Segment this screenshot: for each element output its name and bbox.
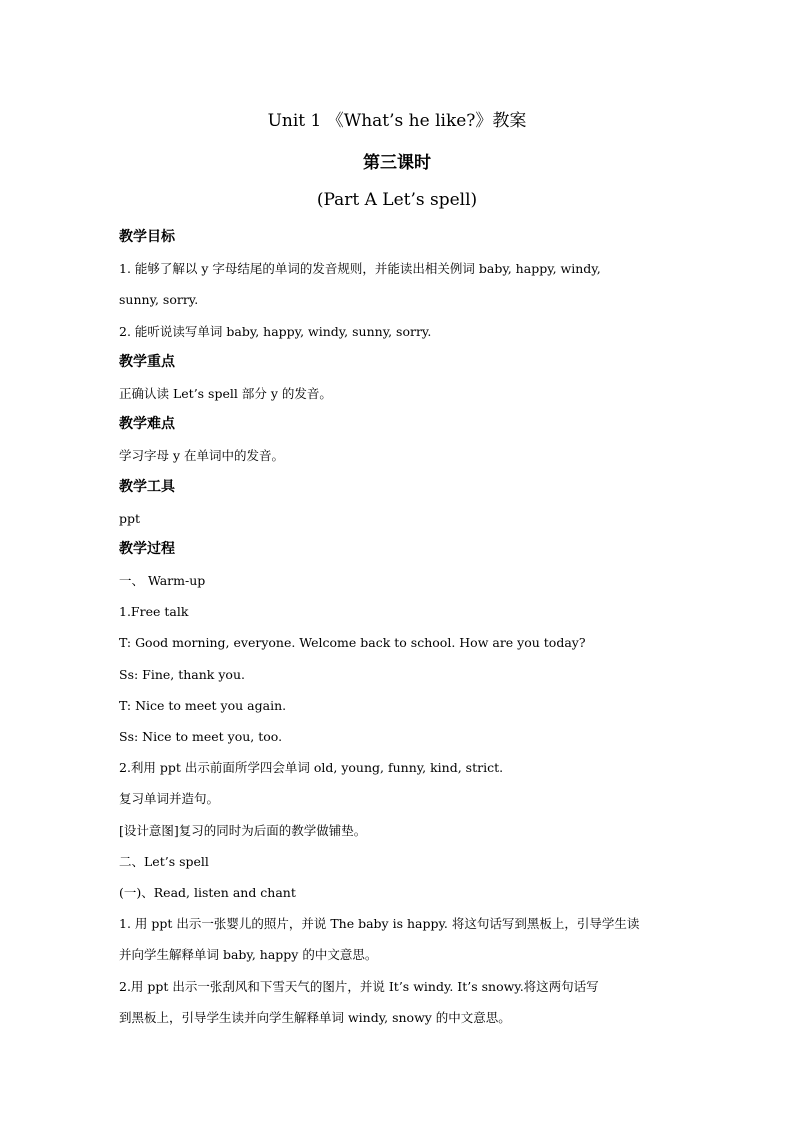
dialogue-line: T: Good morning, everyone. Welcome back to school. How are you today? [119,635,586,651]
part-subtitle: (Part A Let’s spell) [316,190,478,210]
process-review-sentences: 复习单词并造句。 [119,791,220,807]
document-title: Unit 1 《What’s he like?》教案 [267,111,527,131]
difficulties-text: 学习字母 y 在单词中的发音。 [119,448,285,464]
dialogue-line: Ss: Nice to meet you, too. [119,729,283,744]
process-step-1-cont: 并向学生解释单词 baby, happy 的中文意思。 [119,947,378,963]
design-intent: [设计意图]复习的同时为后面的教学做铺垫。 [119,822,367,838]
lesson-subtitle: 第三课时 [363,153,431,173]
objective-line-1: 1. 能够了解以 y 字母结尾的单词的发音规则，并能读出相关例词 baby, happy, windy, [119,261,601,277]
process-step-2-cont: 到黑板上，引导学生读并向学生解释单词 windy, snowy 的中文意思。 [119,1009,511,1025]
key-points-text: 正确认读 Let’s spell 部分 y 的发音。 [119,385,332,401]
section-heading-tools: 教学工具 [119,478,175,495]
tools-text: ppt [119,510,141,526]
process-review-words: 2.利用 ppt 出示前面所学四会单词 old, young, funny, kind, strict. [119,760,504,776]
section-heading-objectives: 教学目标 [119,229,175,245]
section-heading-difficulties: 教学难点 [119,416,175,433]
dialogue-line: Ss: Fine, thank you. [119,666,245,682]
process-lets-spell: 二、Let’s spell [119,853,209,869]
section-heading-process: 教学过程 [119,540,175,557]
process-step-1: 1. 用 ppt 出示一张婴儿的照片，并说 The baby is happy. 将这句话写到黑板上，引导学生读 [119,916,640,932]
process-free-talk: 1.Free talk [119,604,189,620]
objective-line-1-cont: sunny, sorry. [119,292,199,308]
section-heading-key-points: 教学重点 [119,353,175,370]
process-read-listen-chant: (一)、Read, listen and chant [119,884,296,900]
lesson-content [119,222,679,1033]
process-step-2: 2.用 ppt 出示一张刮风和下雪天气的图片，并说 It’s windy. It’s snowy.将这两句话写 [119,978,599,994]
objective-line-2: 2. 能听说读写单词 baby, happy, windy, sunny, sorry. [119,323,432,339]
dialogue-line: T: Nice to meet you again. [119,697,287,713]
process-warm-up: 一、 Warm-up [119,573,206,589]
